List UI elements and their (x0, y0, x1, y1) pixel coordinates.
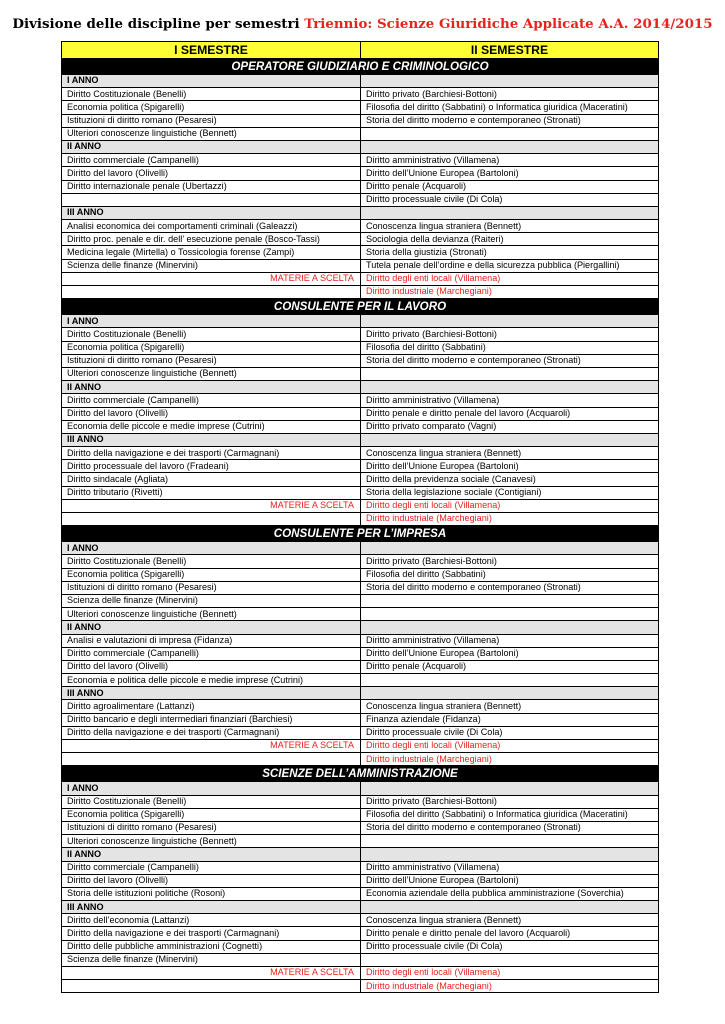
course-sem1: Diritto commerciale (Campanelli) (62, 861, 361, 874)
course-row (62, 795, 659, 808)
course-sem2 (361, 835, 659, 848)
course-row (62, 700, 659, 713)
course-sem2: Diritto processuale civile (Di Cola) (361, 940, 659, 953)
course-sem1: Diritto Costituzionale (Benelli) (62, 555, 361, 568)
elective-label (62, 513, 361, 526)
course-sem2: Diritto dell’Unione Europea (Bartoloni) (361, 647, 659, 660)
elective-row (62, 286, 659, 299)
elective-row (62, 753, 659, 766)
elective-row (62, 967, 659, 980)
course-sem1: Scienza delle finanze (Minervini) (62, 259, 361, 272)
course-row (62, 341, 659, 354)
course-sem1: Diritto della navigazione e dei trasporti (Carmagnani) (62, 927, 361, 940)
course-sem1 (62, 193, 361, 206)
course-sem1: Diritto dell’economia (Lattanzi) (62, 914, 361, 927)
course-row (62, 447, 659, 460)
course-sem2: Filosofia del diritto (Sabbatini) (361, 568, 659, 581)
elective-course: Diritto degli enti locali (Villamena) (361, 499, 659, 512)
course-sem2: Diritto amministrativo (Villamena) (361, 154, 659, 167)
elective-label (62, 286, 361, 299)
section-title: CONSULENTE PER L’IMPRESA (62, 526, 659, 542)
course-row (62, 259, 659, 272)
course-sem2 (361, 608, 659, 621)
year-label: III ANNO (62, 687, 361, 700)
course-sem2: Filosofia del diritto (Sabbatini) o Informatica giuridica (Maceratini) (361, 101, 659, 114)
course-sem2: Diritto dell’Unione Europea (Bartoloni) (361, 460, 659, 473)
elective-course: Diritto industriale (Marchegiani) (361, 286, 659, 299)
year-row (62, 381, 659, 394)
course-row (62, 555, 659, 568)
year-label-blank (361, 315, 659, 328)
course-sem1: Diritto commerciale (Campanelli) (62, 647, 361, 660)
elective-label: MATERIE A SCELTA (62, 272, 361, 285)
elective-course: Diritto degli enti locali (Villamena) (361, 272, 659, 285)
course-row (62, 660, 659, 673)
course-sem1: Diritto sindacale (Agliata) (62, 473, 361, 486)
course-row (62, 835, 659, 848)
course-sem2: Diritto amministrativo (Villamena) (361, 861, 659, 874)
course-sem2 (361, 953, 659, 966)
course-sem1: Diritto della navigazione e dei trasporti (Carmagnani) (62, 726, 361, 739)
course-sem2: Conoscenza lingua straniera (Bennett) (361, 700, 659, 713)
year-label-blank (361, 206, 659, 219)
course-sem1: Istituzioni di diritto romano (Pesaresi) (62, 114, 361, 127)
course-sem1: Diritto commerciale (Campanelli) (62, 154, 361, 167)
course-sem2: Diritto penale (Acquaroli) (361, 660, 659, 673)
course-sem2: Storia del diritto moderno e contemporaneo (Stronati) (361, 354, 659, 367)
course-sem1: Economia politica (Spigarelli) (62, 808, 361, 821)
course-sem2: Storia del diritto moderno e contemporaneo (Stronati) (361, 581, 659, 594)
course-sem1: Scienza delle finanze (Minervini) (62, 953, 361, 966)
course-row (62, 608, 659, 621)
course-sem2: Diritto processuale civile (Di Cola) (361, 193, 659, 206)
course-row (62, 940, 659, 953)
course-row (62, 808, 659, 821)
course-sem1: Diritto del lavoro (Olivelli) (62, 660, 361, 673)
elective-label (62, 980, 361, 993)
section-header-row (62, 766, 659, 782)
course-row (62, 927, 659, 940)
course-sem1: Diritto Costituzionale (Benelli) (62, 328, 361, 341)
year-label: I ANNO (62, 75, 361, 88)
year-label: II ANNO (62, 621, 361, 634)
course-row (62, 354, 659, 367)
course-row (62, 154, 659, 167)
year-label: I ANNO (62, 542, 361, 555)
course-sem2: Diritto privato (Barchiesi-Bottoni) (361, 88, 659, 101)
course-sem1: Ulteriori conoscenze linguistiche (Bennett) (62, 367, 361, 380)
course-row (62, 594, 659, 607)
course-row (62, 420, 659, 433)
year-label-blank (361, 140, 659, 153)
elective-label: MATERIE A SCELTA (62, 740, 361, 753)
course-sem1: Analisi e valutazioni di impresa (Fidanza) (62, 634, 361, 647)
course-sem1: Scienza delle finanze (Minervini) (62, 594, 361, 607)
course-sem2: Tutela penale dell’ordine e della sicurezza pubblica (Piergallini) (361, 259, 659, 272)
year-label: II ANNO (62, 848, 361, 861)
elective-course: Diritto degli enti locali (Villamena) (361, 967, 659, 980)
course-sem2: Sociologia della devianza (Raiteri) (361, 233, 659, 246)
course-sem2: Diritto penale (Acquaroli) (361, 180, 659, 193)
elective-row (62, 499, 659, 512)
course-sem2: Storia del diritto moderno e contemporaneo (Stronati) (361, 821, 659, 834)
course-row (62, 486, 659, 499)
course-sem2 (361, 594, 659, 607)
year-row (62, 315, 659, 328)
course-sem2: Finanza aziendale (Fidanza) (361, 713, 659, 726)
course-sem2: Storia della legislazione sociale (Contigiani) (361, 486, 659, 499)
section-title: OPERATORE GIUDIZIARIO E CRIMINOLOGICO (62, 59, 659, 75)
course-sem2 (361, 127, 659, 140)
course-sem1: Ulteriori conoscenze linguistiche (Bennett) (62, 608, 361, 621)
year-row (62, 206, 659, 219)
course-row (62, 246, 659, 259)
course-sem1: Diritto Costituzionale (Benelli) (62, 88, 361, 101)
course-row (62, 713, 659, 726)
course-sem1: Diritto tributario (Rivetti) (62, 486, 361, 499)
course-sem2 (361, 367, 659, 380)
elective-label (62, 753, 361, 766)
course-row (62, 874, 659, 887)
schedule-body (62, 59, 659, 993)
section-header-row (62, 59, 659, 75)
course-sem1: Economia politica (Spigarelli) (62, 101, 361, 114)
course-row (62, 127, 659, 140)
section-header-row (62, 299, 659, 315)
elective-label: MATERIE A SCELTA (62, 499, 361, 512)
course-sem2: Storia del diritto moderno e contemporaneo (Stronati) (361, 114, 659, 127)
course-sem2: Diritto amministrativo (Villamena) (361, 634, 659, 647)
course-sem1: Medicina legale (Mirtella) o Tossicologia forense (Zampi) (62, 246, 361, 259)
course-sem2: Conoscenza lingua straniera (Bennett) (361, 220, 659, 233)
title-prefix: Divisione delle discipline per semestri (12, 16, 305, 32)
year-label-blank (361, 542, 659, 555)
year-label-blank (361, 75, 659, 88)
course-sem1: Diritto delle pubbliche amministrazioni (Cognetti) (62, 940, 361, 953)
course-row (62, 394, 659, 407)
elective-row (62, 740, 659, 753)
year-label: I ANNO (62, 782, 361, 795)
course-sem1: Economia delle piccole e medie imprese (Cutrini) (62, 420, 361, 433)
course-sem2: Diritto della previdenza sociale (Canavesi) (361, 473, 659, 486)
course-sem1: Diritto del lavoro (Olivelli) (62, 407, 361, 420)
year-row (62, 782, 659, 795)
year-label-blank (361, 381, 659, 394)
course-sem2: Diritto privato (Barchiesi-Bottoni) (361, 555, 659, 568)
course-sem1: Storia delle istituzioni politiche (Rosoni) (62, 887, 361, 900)
elective-course: Diritto industriale (Marchegiani) (361, 980, 659, 993)
course-sem2: Diritto penale e diritto penale del lavoro (Acquaroli) (361, 407, 659, 420)
course-row (62, 914, 659, 927)
course-sem2: Filosofia del diritto (Sabbatini) (361, 341, 659, 354)
year-row (62, 848, 659, 861)
course-sem1: Diritto bancario e degli intermediari finanziari (Barchiesi) (62, 713, 361, 726)
course-row (62, 581, 659, 594)
year-row (62, 433, 659, 446)
year-row (62, 687, 659, 700)
course-sem1: Diritto internazionale penale (Ubertazzi) (62, 180, 361, 193)
course-sem2: Diritto dell’Unione Europea (Bartoloni) (361, 167, 659, 180)
course-sem1: Economia politica (Spigarelli) (62, 341, 361, 354)
course-row (62, 407, 659, 420)
course-row (62, 180, 659, 193)
course-row (62, 674, 659, 687)
course-sem1: Istituzioni di diritto romano (Pesaresi) (62, 354, 361, 367)
year-label: II ANNO (62, 140, 361, 153)
year-label: II ANNO (62, 381, 361, 394)
elective-course: Diritto degli enti locali (Villamena) (361, 740, 659, 753)
course-row (62, 233, 659, 246)
year-row (62, 621, 659, 634)
course-row (62, 101, 659, 114)
course-sem1: Istituzioni di diritto romano (Pesaresi) (62, 821, 361, 834)
course-sem2: Filosofia del diritto (Sabbatini) o Informatica giuridica (Maceratini) (361, 808, 659, 821)
course-row (62, 647, 659, 660)
year-row (62, 75, 659, 88)
elective-label: MATERIE A SCELTA (62, 967, 361, 980)
course-sem1: Istituzioni di diritto romano (Pesaresi) (62, 581, 361, 594)
course-row (62, 460, 659, 473)
course-sem2: Diritto processuale civile (Di Cola) (361, 726, 659, 739)
year-row (62, 901, 659, 914)
course-row (62, 821, 659, 834)
course-sem1: Diritto Costituzionale (Benelli) (62, 795, 361, 808)
course-sem2: Conoscenza lingua straniera (Bennett) (361, 447, 659, 460)
year-row (62, 542, 659, 555)
section-header-row (62, 526, 659, 542)
year-label-blank (361, 687, 659, 700)
course-row (62, 887, 659, 900)
title-highlight: Triennio: Scienze Giuridiche Applicate A.A. 2014/2015 (304, 16, 713, 32)
header-sem2: II SEMESTRE (361, 42, 659, 59)
course-row (62, 167, 659, 180)
year-label-blank (361, 433, 659, 446)
elective-row (62, 513, 659, 526)
year-label: III ANNO (62, 206, 361, 219)
course-row (62, 367, 659, 380)
course-sem1: Diritto processuale del lavoro (Fradeani) (62, 460, 361, 473)
course-row (62, 634, 659, 647)
course-sem1: Diritto commerciale (Campanelli) (62, 394, 361, 407)
course-sem2: Storia della giustizia (Stronati) (361, 246, 659, 259)
elective-course: Diritto industriale (Marchegiani) (361, 753, 659, 766)
year-label-blank (361, 621, 659, 634)
header-sem1: I SEMESTRE (62, 42, 361, 59)
course-row (62, 114, 659, 127)
year-label-blank (361, 901, 659, 914)
course-sem2 (361, 674, 659, 687)
course-sem1: Economia politica (Spigarelli) (62, 568, 361, 581)
course-sem2: Diritto penale e diritto penale del lavoro (Acquaroli) (361, 927, 659, 940)
course-sem2: Conoscenza lingua straniera (Bennett) (361, 914, 659, 927)
year-label: III ANNO (62, 901, 361, 914)
course-row (62, 88, 659, 101)
semester-header-row (62, 42, 659, 59)
course-row (62, 473, 659, 486)
course-row (62, 328, 659, 341)
course-row (62, 861, 659, 874)
elective-course: Diritto industriale (Marchegiani) (361, 513, 659, 526)
course-sem1: Economia e politica delle piccole e medie imprese (Cutrini) (62, 674, 361, 687)
year-label: III ANNO (62, 433, 361, 446)
elective-row (62, 980, 659, 993)
year-label: I ANNO (62, 315, 361, 328)
course-sem2: Diritto amministrativo (Villamena) (361, 394, 659, 407)
course-sem1: Ulteriori conoscenze linguistiche (Bennett) (62, 127, 361, 140)
course-row (62, 568, 659, 581)
course-sem2: Economia aziendale della pubblica amministrazione (Soverchia) (361, 887, 659, 900)
course-row (62, 726, 659, 739)
course-row (62, 953, 659, 966)
year-row (62, 140, 659, 153)
year-label-blank (361, 782, 659, 795)
course-sem1: Diritto del lavoro (Olivelli) (62, 167, 361, 180)
course-sem1: Ulteriori conoscenze linguistiche (Bennett) (62, 835, 361, 848)
section-title: CONSULENTE PER IL LAVORO (62, 299, 659, 315)
course-sem1: Diritto della navigazione e dei trasporti (Carmagnani) (62, 447, 361, 460)
course-sem1: Diritto agroalimentare (Lattanzi) (62, 700, 361, 713)
section-title: SCIENZE DELL’AMMINISTRAZIONE (62, 766, 659, 782)
course-sem2: Diritto privato (Barchiesi-Bottoni) (361, 795, 659, 808)
year-label-blank (361, 848, 659, 861)
course-sem2: Diritto privato comparato (Vagni) (361, 420, 659, 433)
course-row (62, 220, 659, 233)
course-sem1: Analisi economica dei comportamenti criminali (Galeazzi) (62, 220, 361, 233)
course-sem1: Diritto del lavoro (Olivelli) (62, 874, 361, 887)
course-sem1: Diritto proc. penale e dir. dell’ esecuzione penale (Bosco-Tassi) (62, 233, 361, 246)
course-sem2: Diritto dell’Unione Europea (Bartoloni) (361, 874, 659, 887)
page-title (0, 16, 725, 32)
course-row (62, 193, 659, 206)
course-sem2: Diritto privato (Barchiesi-Bottoni) (361, 328, 659, 341)
elective-row (62, 272, 659, 285)
schedule-table (61, 41, 659, 993)
